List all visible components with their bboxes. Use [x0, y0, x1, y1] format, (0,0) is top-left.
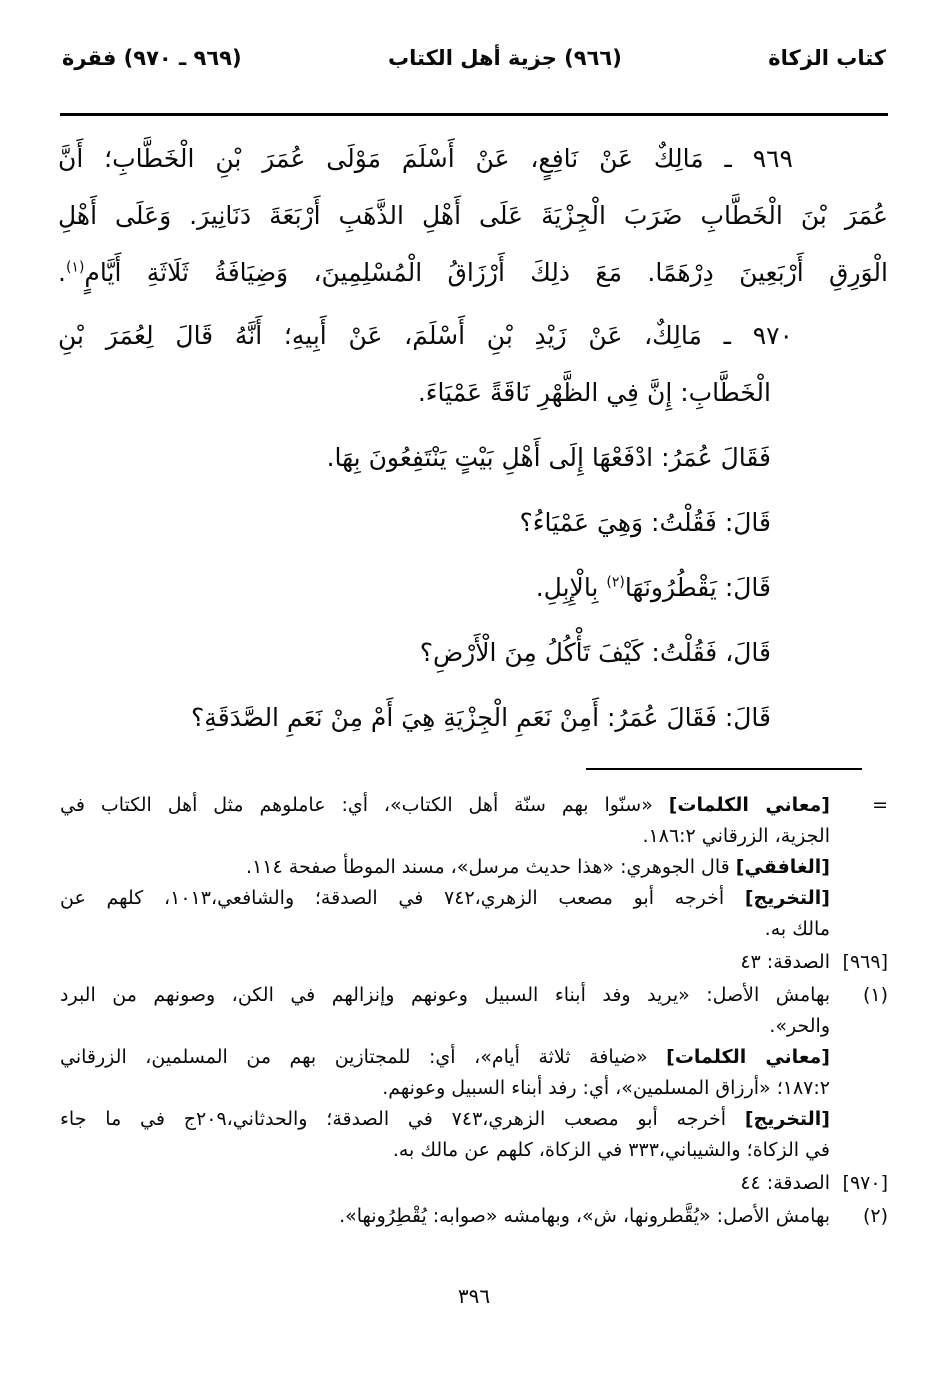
text-run: ٩٧٠ ـ مَالِكٌ، عَنْ زَيْدِ بْنِ أَسْلَمَ، عَنْ أَبِيهِ؛ أَنَّهُ قَالَ لِعُمَرَ بْنِ	[58, 321, 793, 350]
footnote-line	[60, 821, 830, 852]
body-line	[58, 130, 888, 187]
footnote-entry	[60, 790, 888, 945]
footnote-line	[60, 1011, 830, 1042]
text-run: فَقَالَ عُمَرُ: ادْفَعْهَا إِلَى أَهْلِ بَيْتٍ يَنْتَفِعُونَ بِهَا.	[326, 443, 771, 472]
footnote-text	[60, 1168, 830, 1199]
text-run: [الغافقي]	[735, 856, 830, 878]
footnote-marker: [٩٦٩]	[842, 951, 888, 973]
text-run: الصدقة: ٤٣	[740, 951, 830, 973]
header-rule	[60, 113, 888, 116]
footnote-text	[60, 980, 830, 1166]
text-run: قال الجوهري: «هذا حديث مرسل»، مسند الموطأ صفحة ١١٤.	[246, 856, 736, 878]
text-run: «سنّوا بهم سنّة أهل الكتاب»، أي: عاملوهم مثل أهل الكتاب في	[60, 794, 669, 816]
footnote-line	[60, 1168, 830, 1199]
footnote-line	[60, 1201, 830, 1232]
text-run: أخرجه أبو مصعب الزهري،٧٤٣ في الصدقة؛ والحدثاني،٢٠٩ج في ما جاء	[60, 1108, 745, 1130]
text-run: في الزكاة؛ والشيباني،٣٣٣ في الزكاة، كلهم عن مالك به.	[392, 1139, 830, 1161]
body-line	[58, 187, 888, 244]
footnote-line	[60, 1104, 830, 1135]
footnote-line	[60, 1073, 830, 1104]
text-run: .	[58, 258, 66, 287]
footnote-line	[60, 1042, 830, 1073]
footnote-ref-marker: (٢)	[606, 574, 625, 591]
text-run: عُمَرَ بْنَ الْخَطَّابِ ضَرَبَ الْجِزْيَةَ عَلَى أَهْلِ الذَّهَبِ أَرْبَعَةَ دَنَانِيرَ. وَعَلَى أَهْلِ	[58, 201, 888, 230]
footnote-text	[60, 790, 830, 945]
footnote-text	[60, 1201, 830, 1232]
footnote-line	[60, 947, 830, 978]
text-run: قَالَ: فَقَالَ عُمَرُ: أَمِنْ نَعَمِ الْجِزْيَةِ هِيَ أَمْ مِنْ نَعَمِ الصَّدَقَةِ؟	[191, 703, 771, 732]
page-number: ٣٩٦	[457, 1284, 491, 1308]
footnote-marker: =	[872, 794, 888, 816]
text-run: بِالْإِبِلِ.	[535, 573, 607, 602]
body-line	[58, 244, 888, 301]
text-run: ٩٦٩ ـ مَالِكٌ عَنْ نَافِعٍ، عَنْ أَسْلَمَ مَوْلَى عُمَرَ بْنِ الْخَطَّابِ؛ أَنَّ	[58, 144, 793, 173]
footnote-entry	[60, 980, 888, 1166]
footnote-ref-marker: (١)	[65, 259, 85, 276]
text-run: قَالَ: يَقْطُرُونَهَا	[624, 573, 771, 602]
footnote-line	[60, 914, 830, 945]
body-text	[58, 130, 888, 746]
footnotes-list	[60, 790, 888, 1234]
footnote-marker: (٢)	[862, 1205, 888, 1227]
footnote-text	[60, 947, 830, 978]
text-run: الْخَطَّابِ: إِنَّ فِي الظَّهْرِ نَاقَةً عَمْيَاءَ.	[417, 378, 771, 407]
footnote-marker: [٩٧٠]	[842, 1172, 888, 1194]
footnote-entry	[60, 1201, 888, 1232]
text-run: «ضيافة ثلاثة أيام»، أي: للمجتازين بهم من المسلمين، الزرقاني	[60, 1046, 667, 1068]
text-run: قَالَ، فَقُلْتُ: كَيْفَ تَأْكُلُ مِنَ الْأَرْضِ؟	[419, 638, 771, 667]
text-run: الصدقة: ٤٤	[740, 1172, 830, 1194]
text-run: ١٨٧:٢؛ «أرزاق المسلمين»، أي: رفد أبناء السبيل وعونهم.	[382, 1077, 830, 1099]
page-header	[62, 46, 886, 70]
text-run: بهامش الأصل: «يريد وفد أبناء السبيل وعونهم وإنزالهم في الكن، وصونهم من البرد	[60, 984, 830, 1006]
body-line	[58, 689, 888, 746]
footnote-line	[60, 852, 830, 883]
footnote-line	[60, 980, 830, 1011]
footnote-line	[60, 883, 830, 914]
text-run: [التخريج]	[744, 1108, 830, 1130]
text-run: قَالَ: فَقُلْتُ: وَهِيَ عَمْيَاءُ؟	[519, 508, 771, 537]
text-run: [معاني الكلمات]	[666, 1046, 830, 1068]
text-run: الْوَرِقِ أَرْبَعِينَ دِرْهَمًا. مَعَ ذلِكَ أَرْزَاقُ الْمُسْلِمِينَ، وَضِيَافَةُ ثَلَاثَةِ أَيَّامٍ	[84, 258, 888, 287]
text-run: مالك به.	[764, 918, 830, 940]
footnote-marker: (١)	[862, 984, 888, 1006]
body-line	[58, 429, 888, 486]
header-section-title: كتاب الزكاة	[768, 46, 886, 70]
text-run: أخرجه أبو مصعب الزهري،٧٤٢ في الصدقة؛ والشافعي،١٠١٣، كلهم عن	[60, 887, 745, 909]
body-line	[58, 364, 888, 421]
footnote-line	[60, 1135, 830, 1166]
footnote-separator	[586, 768, 862, 770]
body-line	[58, 559, 888, 616]
footnote-entry	[60, 1168, 888, 1199]
text-run: [معاني الكلمات]	[668, 794, 830, 816]
text-run: بهامش الأصل: «يُقَّطرونها، ش»، وبهامشه «صوابه: يُقْطِرُونها».	[339, 1205, 830, 1227]
text-run: والحر».	[769, 1015, 830, 1037]
text-run: [التخريج]	[744, 887, 830, 909]
text-run: الجزية، الزرقاني ١٨٦:٢.	[642, 825, 830, 847]
footnote-entry	[60, 947, 888, 978]
body-line	[58, 307, 888, 364]
header-chapter-title: (٩٦٦) جزية أهل الكتاب	[388, 46, 622, 70]
body-line	[58, 624, 888, 681]
header-paragraph-range: (٩٦٩ ـ ٩٧٠) فقرة	[62, 46, 242, 70]
footnote-line	[60, 790, 830, 821]
body-line	[58, 494, 888, 551]
